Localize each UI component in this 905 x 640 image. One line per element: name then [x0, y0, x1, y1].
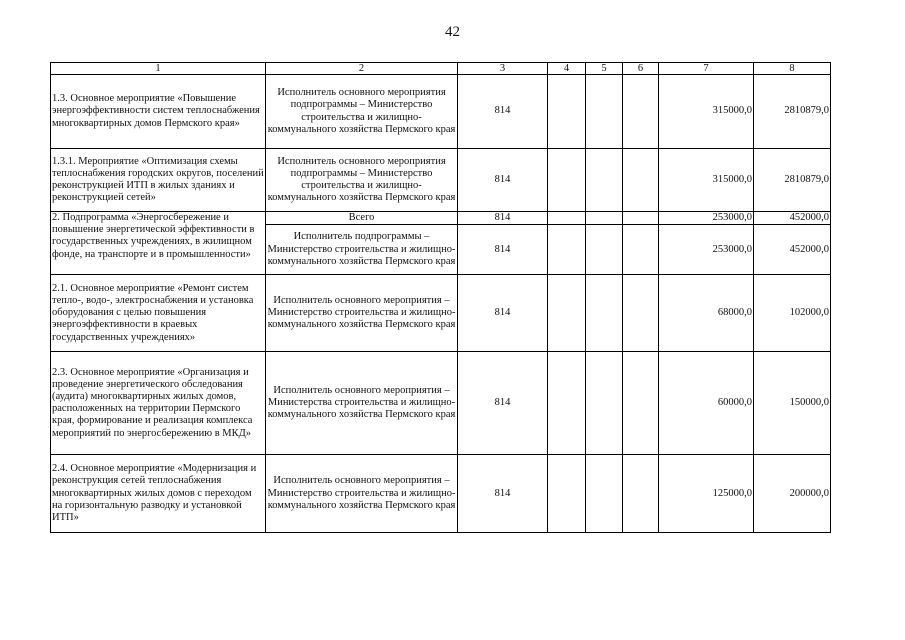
- col4-cell: [548, 212, 586, 225]
- col5-cell: [586, 149, 623, 212]
- executor-cell: Исполнитель основного мероприятия – Министерства строительства и жилищно-коммунального хозяйства Пермского края: [266, 352, 458, 455]
- col4-cell: [548, 352, 586, 455]
- executor-cell: Всего: [266, 212, 458, 225]
- amount-col7: 68000,0: [659, 275, 754, 352]
- code-cell: 814: [458, 75, 548, 149]
- col5-cell: [586, 225, 623, 275]
- executor-cell: Исполнитель основного мероприятия – Министерство строительства и жилищно-коммунального хозяйства Пермского края: [266, 275, 458, 352]
- code-cell: 814: [458, 149, 548, 212]
- col6-cell: [623, 225, 659, 275]
- column-header: 3: [458, 63, 548, 75]
- amount-col7: 60000,0: [659, 352, 754, 455]
- col4-cell: [548, 149, 586, 212]
- col6-cell: [623, 212, 659, 225]
- activity-name: 2. Подпрограмма «Энергосбережение и повышение энергетической эффективности в государственных учреждениях, в жилищном фонде, на транспорте и в промышленности»: [51, 212, 266, 275]
- executor-cell: Исполнитель основного мероприятия подпрограммы – Министерство строительства и жилищно-коммунального хозяйства Пермского края: [266, 75, 458, 149]
- column-header: 1: [51, 63, 266, 75]
- amount-col8: 150000,0: [754, 352, 831, 455]
- amount-col8: 2810879,0: [754, 75, 831, 149]
- column-header: 6: [623, 63, 659, 75]
- activity-name: 2.3. Основное мероприятие «Организация и проведение энергетического обследования (аудита) многоквартирных жилых домов, расположенных на территории Пермского края, формирование и реализация комплекса мероприятий по энергосбережению в МКД»: [51, 352, 266, 455]
- executor-cell: Исполнитель основного мероприятия подпрограммы – Министерство строительства и жилищно-коммунального хозяйства Пермского края: [266, 149, 458, 212]
- table-row: [51, 75, 831, 149]
- amount-col7: 253000,0: [659, 225, 754, 275]
- col6-cell: [623, 455, 659, 533]
- amount-col8: 2810879,0: [754, 149, 831, 212]
- code-cell: 814: [458, 275, 548, 352]
- code-cell: 814: [458, 455, 548, 533]
- table-row: [51, 275, 831, 352]
- col4-cell: [548, 455, 586, 533]
- code-cell: 814: [458, 352, 548, 455]
- col5-cell: [586, 75, 623, 149]
- column-header: 8: [754, 63, 831, 75]
- amount-col8: 452000,0: [754, 225, 831, 275]
- activity-name: 1.3.1. Мероприятие «Оптимизация схемы теплоснабжения городских округов, поселений реконструкцией ИТП в жилых зданиях и реконструкцией сетей»: [51, 149, 266, 212]
- page-number: 42: [445, 24, 460, 40]
- col4-cell: [548, 275, 586, 352]
- code-cell: 814: [458, 212, 548, 225]
- table-row: [51, 212, 831, 225]
- col6-cell: [623, 149, 659, 212]
- col4-cell: [548, 225, 586, 275]
- code-cell: 814: [458, 225, 548, 275]
- column-header: 7: [659, 63, 754, 75]
- column-number-row: [51, 63, 831, 75]
- amount-col7: 315000,0: [659, 75, 754, 149]
- column-header: 5: [586, 63, 623, 75]
- col5-cell: [586, 455, 623, 533]
- amount-col7: 253000,0: [659, 212, 754, 225]
- program-funding-table: [50, 62, 831, 533]
- amount-col7: 125000,0: [659, 455, 754, 533]
- col5-cell: [586, 212, 623, 225]
- executor-cell: Исполнитель основного мероприятия – Министерство строительства и жилищно-коммунального хозяйства Пермского края: [266, 455, 458, 533]
- column-header: 4: [548, 63, 586, 75]
- table-row: [51, 352, 831, 455]
- amount-col7: 315000,0: [659, 149, 754, 212]
- col5-cell: [586, 275, 623, 352]
- col6-cell: [623, 275, 659, 352]
- amount-col8: 200000,0: [754, 455, 831, 533]
- table-row: [51, 149, 831, 212]
- executor-cell: Исполнитель подпрограммы – Министерство строительства и жилищно-коммунального хозяйства Пермского края: [266, 225, 458, 275]
- col4-cell: [548, 75, 586, 149]
- activity-name: 1.3. Основное мероприятие «Повышение энергоэффективности систем теплоснабжения многоквартирных домов Пермского края»: [51, 75, 266, 149]
- amount-col8: 102000,0: [754, 275, 831, 352]
- table-row: [51, 455, 831, 533]
- column-header: 2: [266, 63, 458, 75]
- col6-cell: [623, 352, 659, 455]
- col5-cell: [586, 352, 623, 455]
- activity-name: 2.4. Основное мероприятие «Модернизация и реконструкция сетей теплоснабжения многоквартирных жилых домов с переходом на горизонтальную разводку и установкой ИТП»: [51, 455, 266, 533]
- activity-name: 2.1. Основное мероприятие «Ремонт систем тепло-, водо-, электроснабжения и установка оборудования с целью повышения энергоэффективности в краевых государственных учреждениях»: [51, 275, 266, 352]
- col6-cell: [623, 75, 659, 149]
- amount-col8: 452000,0: [754, 212, 831, 225]
